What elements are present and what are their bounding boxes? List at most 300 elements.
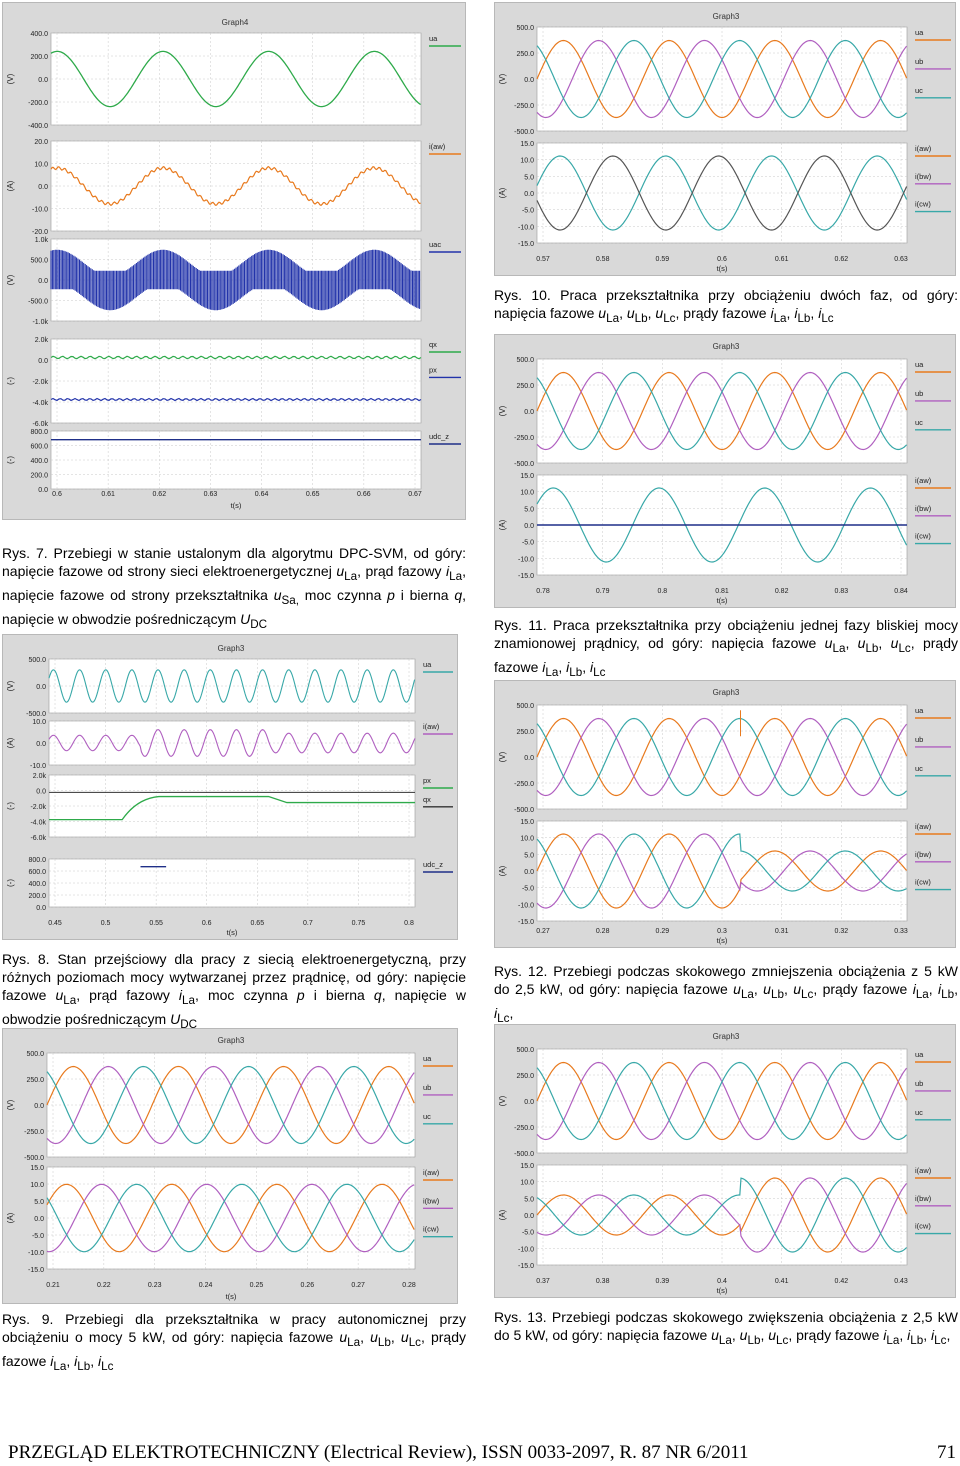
x-axis-label: t(s) (716, 1286, 728, 1295)
caption-text: moc czynna (299, 586, 388, 603)
figure-10-svg (495, 3, 957, 277)
caption-var: i (98, 1352, 102, 1369)
x-tick-label: 0.55 (149, 920, 163, 927)
caption-text: , prądy fazowe (813, 981, 913, 997)
caption-sub: La (63, 993, 77, 1007)
y-tick-label: -250.0 (514, 435, 534, 442)
caption-var: u (273, 586, 282, 603)
caption-text: , prądy fazowe (494, 635, 958, 675)
y-tick-label: 500.0 (516, 1047, 534, 1054)
y-tick-label: 2.0k (34, 337, 48, 344)
y-tick-label: 600.0 (30, 443, 48, 451)
caption-sub: Lc (801, 987, 814, 1001)
caption-fig10 (494, 286, 958, 328)
y-tick-label: 0.0 (38, 184, 48, 191)
y-unit-label: (A) (498, 865, 507, 877)
x-axis-label: t(s) (225, 1292, 237, 1301)
figure-12-graph (494, 680, 956, 948)
y-unit-label: (V) (6, 680, 15, 692)
caption-text: , moc czynna (194, 987, 297, 1003)
x-tick-label: 0.45 (48, 920, 62, 927)
y-tick-label: -200.0 (28, 100, 48, 107)
legend-label: ub (915, 56, 924, 66)
graph-title: Graph3 (712, 1032, 740, 1041)
y-tick-label: 0.0 (524, 1099, 534, 1106)
figure-8-svg (3, 635, 459, 941)
caption-text: , (753, 981, 764, 997)
y-tick-label: 0.0 (38, 77, 48, 84)
x-tick-label: 0.63 (894, 256, 908, 263)
y-tick-label: -5.0 (31, 1233, 44, 1240)
y-unit-label: (-) (6, 879, 15, 887)
y-tick-label: -10.0 (28, 1250, 44, 1257)
caption-text: , prąd fazowy (76, 987, 179, 1003)
y-tick-label: -500.0 (24, 1155, 44, 1162)
legend-label: uc (915, 1107, 923, 1117)
caption-text: , (786, 305, 795, 321)
legend-label: uc (915, 763, 923, 773)
legend-label: i(cw) (915, 531, 931, 541)
x-tick-label: 0.6 (52, 491, 62, 498)
x-tick-label: 0.27 (351, 1282, 365, 1289)
caption-var: u (336, 563, 345, 579)
y-tick-label: 800.0 (28, 857, 46, 864)
caption-var: u (824, 635, 833, 651)
legend-label: i(bw) (915, 503, 932, 513)
figure-8-graph (2, 634, 458, 940)
caption-var: u (655, 305, 664, 321)
caption-sub: Lc (593, 665, 606, 679)
x-tick-label: 0.22 (97, 1282, 111, 1289)
caption-var: u (768, 1327, 777, 1343)
y-tick-label: 0.0 (36, 684, 46, 691)
y-tick-label: 0.0 (524, 77, 534, 84)
y-tick-label: 5.0 (524, 852, 534, 860)
y-unit-label: (A) (498, 519, 507, 531)
y-tick-label: -1.0k (32, 319, 48, 326)
y-unit-label: (V) (6, 1099, 15, 1111)
y-tick-label: -500.0 (514, 807, 534, 814)
caption-text: , prąd fazowy (357, 563, 447, 579)
caption-var: u (763, 981, 771, 997)
y-tick-label: -4.0k (32, 400, 48, 407)
legend-label: ub (915, 388, 924, 398)
caption-sub: La (606, 311, 620, 325)
y-tick-label: 10.0 (520, 157, 534, 165)
y-tick-label: 500.0 (28, 657, 46, 664)
x-tick-label: 0.38 (595, 1278, 610, 1285)
legend-label: px (423, 776, 431, 785)
y-tick-label: -10.0 (518, 224, 534, 232)
y-tick-label: 0.0 (36, 788, 46, 796)
y-tick-label: 500.0 (516, 703, 534, 710)
y-tick-label: -15.0 (518, 1263, 534, 1270)
caption-var: i (938, 981, 942, 997)
x-tick-label: 0.62 (152, 491, 167, 498)
caption-sub: Lc (898, 641, 911, 655)
legend-label: i(bw) (915, 1193, 932, 1203)
caption-var: i (566, 658, 570, 675)
legend-label: i(bw) (915, 849, 932, 859)
x-tick-label: 0.6 (201, 920, 212, 927)
y-tick-label: -15.0 (518, 241, 534, 248)
caption-text: , prądy fazowe (788, 1327, 884, 1343)
caption-sub: Lb (77, 1359, 91, 1373)
y-tick-label: -15.0 (28, 1267, 44, 1274)
y-unit-label: (A) (498, 1209, 507, 1221)
y-tick-label: -2.0k (32, 379, 48, 386)
legend-label: uc (915, 85, 923, 95)
y-tick-label: -500.0 (28, 298, 48, 306)
y-tick-label: -250.0 (514, 103, 534, 110)
journal-info: PRZEGLĄD ELEKTROTECHNICZNY (Electrical Review), ISSN 0033-2097, R. 87 NR 6/2011 (8, 1442, 749, 1463)
caption-var: u (739, 1327, 748, 1343)
caption-text: , (390, 1329, 401, 1345)
y-tick-label: -500.0 (514, 461, 534, 468)
legend-label: ub (423, 1082, 432, 1092)
x-tick-label: 0.25 (249, 1282, 264, 1289)
caption-var: i (542, 658, 546, 675)
x-tick-label: 0.58 (595, 256, 610, 263)
caption-var: i (883, 1327, 887, 1343)
x-tick-label: 0.82 (774, 588, 789, 595)
caption-var: i (931, 1327, 935, 1343)
legend-label: qx (429, 340, 437, 349)
caption-text: , napięcie w obwodzie pośredniczącym (2, 987, 467, 1027)
y-tick-label: 1.0k (34, 237, 48, 244)
caption-text: , (923, 1327, 932, 1343)
y-tick-label: -5.0 (521, 207, 534, 215)
x-tick-label: 0.31 (774, 928, 789, 935)
caption-var: u (55, 987, 64, 1003)
figure-13-svg (495, 1025, 957, 1299)
caption-var: q (373, 987, 382, 1003)
y-unit-label: (V) (6, 73, 15, 85)
caption-text: Rys. 11. Praca przekształtnika przy obciążeniu jednej fazy bliskiej mocy znamionowej prądnicy, od góry: napięcia fazowe (494, 617, 958, 651)
caption-var: i (494, 1004, 498, 1021)
caption-var: i (590, 658, 594, 675)
y-tick-label: 5.0 (524, 506, 534, 514)
y-tick-label: 10.0 (520, 835, 534, 843)
legend-label: qx (423, 794, 431, 804)
y-tick-label: -250.0 (514, 781, 534, 788)
caption-text: , (783, 981, 794, 997)
x-axis-label: t(s) (226, 928, 238, 937)
y-tick-label: 0.0 (34, 1103, 44, 1110)
y-tick-label: 5.0 (524, 174, 534, 182)
y-tick-label: 0.0 (524, 869, 534, 876)
graph-title: Graph4 (221, 18, 249, 27)
x-tick-label: 0.64 (254, 491, 269, 498)
caption-sub: Lc (497, 1011, 510, 1025)
caption-sub: Lb (910, 1333, 924, 1347)
caption-var: U (240, 610, 251, 627)
caption-var: i (178, 987, 183, 1003)
caption-sub: DC (180, 1017, 198, 1031)
caption-var: i (74, 1352, 78, 1369)
y-tick-label: 400.0 (30, 31, 48, 38)
legend-label: uc (915, 417, 923, 427)
x-tick-label: 0.57 (536, 256, 550, 263)
caption-text: , (558, 658, 567, 675)
y-tick-label: 250.0 (516, 383, 534, 390)
caption-sub: La (449, 569, 463, 583)
x-tick-label: 0.78 (536, 588, 550, 595)
caption-text: , (954, 981, 959, 997)
y-tick-label: 0.0 (38, 358, 48, 365)
caption-sub: Lb (569, 665, 583, 679)
caption-sub: Lb (865, 641, 879, 655)
legend-label: ua (915, 706, 924, 715)
caption-fig12 (494, 962, 958, 1028)
y-tick-label: 5.0 (34, 1199, 44, 1206)
y-tick-label: -10.0 (518, 556, 534, 564)
figure-11-graph (494, 334, 956, 608)
caption-sub: Lc (776, 1333, 789, 1347)
y-tick-label: 15.0 (520, 819, 534, 826)
figure-13-graph (494, 1024, 956, 1298)
legend-label: i(cw) (915, 877, 931, 887)
y-unit-label: (-) (6, 377, 15, 385)
figure-10-graph (494, 2, 956, 276)
y-tick-label: 200.0 (28, 893, 46, 900)
caption-text: , (66, 1352, 75, 1369)
legend-label: uc (423, 1111, 431, 1121)
x-tick-label: 0.67 (408, 491, 422, 498)
caption-sub: La (344, 569, 358, 583)
x-tick-label: 0.8 (404, 920, 414, 927)
y-tick-label: 0.0 (36, 741, 46, 748)
caption-var: u (400, 1329, 409, 1345)
legend-label: ua (915, 28, 924, 37)
caption-sub: Lb (634, 311, 648, 325)
caption-sub: Sa, (281, 593, 299, 607)
caption-var: i (907, 1327, 911, 1343)
x-tick-label: 0.21 (46, 1282, 60, 1289)
caption-text: , (928, 981, 939, 997)
y-unit-label: (A) (6, 180, 15, 192)
legend-label: i(aw) (423, 722, 440, 731)
caption-var: U (170, 1010, 181, 1027)
caption-var: u (733, 981, 741, 997)
y-tick-label: 500.0 (26, 1051, 44, 1058)
y-tick-label: -15.0 (518, 919, 534, 926)
y-tick-label: -15.0 (518, 573, 534, 580)
legend-label: ua (915, 360, 924, 369)
caption-var: u (890, 635, 899, 651)
y-tick-label: -500.0 (514, 129, 534, 136)
caption-var: p (387, 586, 395, 603)
y-tick-label: 250.0 (26, 1077, 44, 1084)
caption-sub: Lc (663, 311, 676, 325)
y-tick-label: -5.0 (521, 539, 534, 547)
caption-var: i (50, 1352, 54, 1369)
y-tick-label: 10.0 (520, 489, 534, 497)
y-tick-label: 0.0 (524, 523, 534, 530)
caption-sub: La (740, 987, 754, 1001)
legend-label: i(aw) (915, 1166, 932, 1175)
x-tick-label: 0.81 (715, 588, 729, 595)
y-unit-label: (V) (6, 274, 15, 286)
caption-text: Rys. 10. Praca przekształtnika przy obciążeniu dwóch faz, od góry: napięcia fazowe (494, 287, 958, 321)
y-tick-label: 0.0 (524, 1213, 534, 1220)
legend-label: i(bw) (915, 171, 932, 181)
x-axis-label: t(s) (716, 264, 728, 273)
x-tick-label: 0.5 (100, 920, 111, 927)
caption-fig13 (494, 1308, 958, 1350)
x-tick-label: 0.61 (101, 491, 115, 498)
caption-sub: La (347, 1335, 361, 1349)
y-unit-label: (V) (498, 1095, 507, 1107)
page-footer (8, 1442, 958, 1464)
caption-var: u (370, 1329, 378, 1345)
caption-var: i (912, 981, 916, 997)
caption-fig11 (494, 616, 958, 682)
caption-text: Rys. 12. Przebiegi podczas skokowego zmniejszenia obciążenia z 5 kW do 2,5 kW, od góry: napięcia fazowe (494, 963, 958, 997)
legend-label: udc_z (429, 432, 450, 441)
caption-var: u (339, 1329, 348, 1345)
x-tick-label: 0.39 (655, 1278, 670, 1285)
x-tick-label: 0.28 (402, 1282, 416, 1289)
caption-sub: La (886, 1333, 900, 1347)
x-tick-label: 0.79 (595, 588, 610, 595)
x-tick-label: 0.7 (302, 920, 313, 927)
y-tick-label: -5.0 (521, 1229, 534, 1237)
caption-sub: Lc (821, 311, 834, 325)
x-tick-label: 0.62 (834, 256, 849, 263)
y-tick-label: 15.0 (520, 473, 534, 480)
caption-var: u (857, 635, 866, 651)
caption-var: i (446, 563, 450, 579)
y-unit-label: (V) (498, 751, 507, 763)
graph-title: Graph3 (217, 644, 245, 653)
figure-9-graph (2, 1028, 458, 1304)
y-tick-label: 400.0 (30, 458, 48, 465)
caption-text: i bierna (304, 987, 374, 1003)
page-number: 71 (937, 1442, 956, 1463)
y-tick-label: 10.0 (32, 719, 46, 726)
caption-text: i bierna (394, 586, 455, 603)
legend-label: ua (429, 34, 438, 43)
y-tick-label: 0.0 (524, 191, 534, 198)
x-tick-label: 0.83 (834, 588, 849, 595)
y-tick-label: 10.0 (520, 1179, 534, 1187)
y-tick-label: -6.0k (32, 421, 48, 428)
caption-text: , (509, 1004, 514, 1021)
x-tick-label: 0.26 (300, 1282, 315, 1289)
x-tick-label: 0.37 (536, 1278, 550, 1285)
y-tick-label: 2.0k (32, 773, 46, 780)
x-tick-label: 0.66 (357, 491, 371, 498)
caption-var: q (454, 586, 463, 603)
x-axis-label: t(s) (716, 936, 728, 945)
figure-11-svg (495, 335, 957, 609)
y-tick-label: -4.0k (30, 819, 46, 827)
caption-text: Rys. 7. Przebiegi w stanie ustalonym dla algorytmu DPC-SVM, od góry: napięcie fazowe od strony sieci elektroenergetycznej (2, 545, 466, 579)
caption-text: , (582, 658, 590, 675)
caption-sub: La (832, 641, 846, 655)
legend-label: i(aw) (915, 144, 932, 153)
y-unit-label: (V) (498, 405, 507, 417)
x-axis-label: t(s) (716, 596, 728, 605)
caption-sub: La (545, 665, 559, 679)
caption-var: u (793, 981, 801, 997)
panel-area (49, 859, 415, 907)
y-tick-label: -250.0 (514, 1125, 534, 1132)
legend-label: i(cw) (915, 199, 931, 209)
caption-sub: La (53, 1359, 67, 1373)
legend-label: uac (429, 240, 442, 249)
caption-text: , (731, 1327, 740, 1343)
y-tick-label: 500.0 (516, 25, 534, 32)
y-unit-label: (A) (498, 187, 507, 199)
y-unit-label: (A) (6, 737, 15, 749)
caption-text: Rys. 9. Przebiegi dla przekształtnika w pracy autonomicznej przy obciążeniu o mocy 5 kW, od góry: napięcia fazowe (2, 1311, 466, 1345)
y-tick-label: -20.0 (32, 229, 48, 236)
y-tick-label: 10.0 (30, 1182, 44, 1189)
legend-label: ua (915, 1050, 924, 1059)
x-tick-label: 0.65 (250, 920, 265, 927)
y-unit-label: (A) (6, 1212, 15, 1224)
y-tick-label: 250.0 (516, 51, 534, 58)
y-unit-label: (-) (6, 456, 15, 464)
x-tick-label: 0.42 (834, 1278, 849, 1285)
y-tick-label: 500.0 (516, 357, 534, 364)
legend-label: i(cw) (423, 1224, 439, 1234)
caption-text: , (760, 1327, 769, 1343)
graph-title: Graph3 (712, 688, 740, 697)
caption-sub: Lb (377, 1335, 391, 1349)
y-tick-label: 10.0 (34, 161, 48, 169)
y-tick-label: -500.0 (26, 711, 46, 718)
graph-title: Graph3 (712, 12, 740, 21)
x-tick-label: 0.6 (717, 256, 727, 263)
y-tick-label: 0.0 (524, 409, 534, 416)
caption-text: , (845, 635, 858, 651)
x-tick-label: 0.33 (894, 928, 908, 935)
legend-label: i(cw) (915, 1221, 931, 1231)
figure-7-svg (3, 3, 467, 521)
caption-sub: La (773, 311, 787, 325)
caption-fig7 (2, 544, 466, 633)
caption-sub: La (718, 1333, 732, 1347)
caption-text: Rys. 13. Przebiegi podczas skokowego zwiększenia obciążenia z 2,5 kW do 5 kW, od góry: napięcia fazowe (494, 1309, 958, 1343)
y-tick-label: -5.0 (521, 885, 534, 893)
y-tick-label: 15.0 (520, 141, 534, 148)
caption-text: , napięcie w obwodzie pośredniczącym (2, 586, 467, 627)
y-tick-label: 0.0 (38, 487, 48, 494)
x-tick-label: 0.61 (774, 256, 789, 263)
caption-sub: Lc (408, 1335, 421, 1349)
y-tick-label: -10.0 (518, 902, 534, 910)
y-tick-label: 0.0 (36, 905, 46, 912)
caption-text: , (90, 1352, 98, 1369)
y-tick-label: 600.0 (28, 869, 46, 876)
legend-label: i(aw) (915, 822, 932, 831)
caption-text: , napięcie fazowe od strony przekształtnika (2, 563, 466, 603)
caption-sub: La (182, 993, 195, 1007)
legend-label: i(aw) (429, 142, 446, 151)
y-tick-label: -10.0 (518, 1246, 534, 1254)
y-tick-label: -500.0 (514, 1151, 534, 1158)
caption-text: , (899, 1327, 908, 1343)
x-tick-label: 0.65 (305, 491, 320, 498)
caption-text: , (878, 635, 891, 651)
x-tick-label: 0.28 (595, 928, 610, 935)
legend-label: ub (915, 734, 924, 744)
caption-text: , (360, 1329, 371, 1345)
legend-label: ua (423, 1054, 432, 1063)
